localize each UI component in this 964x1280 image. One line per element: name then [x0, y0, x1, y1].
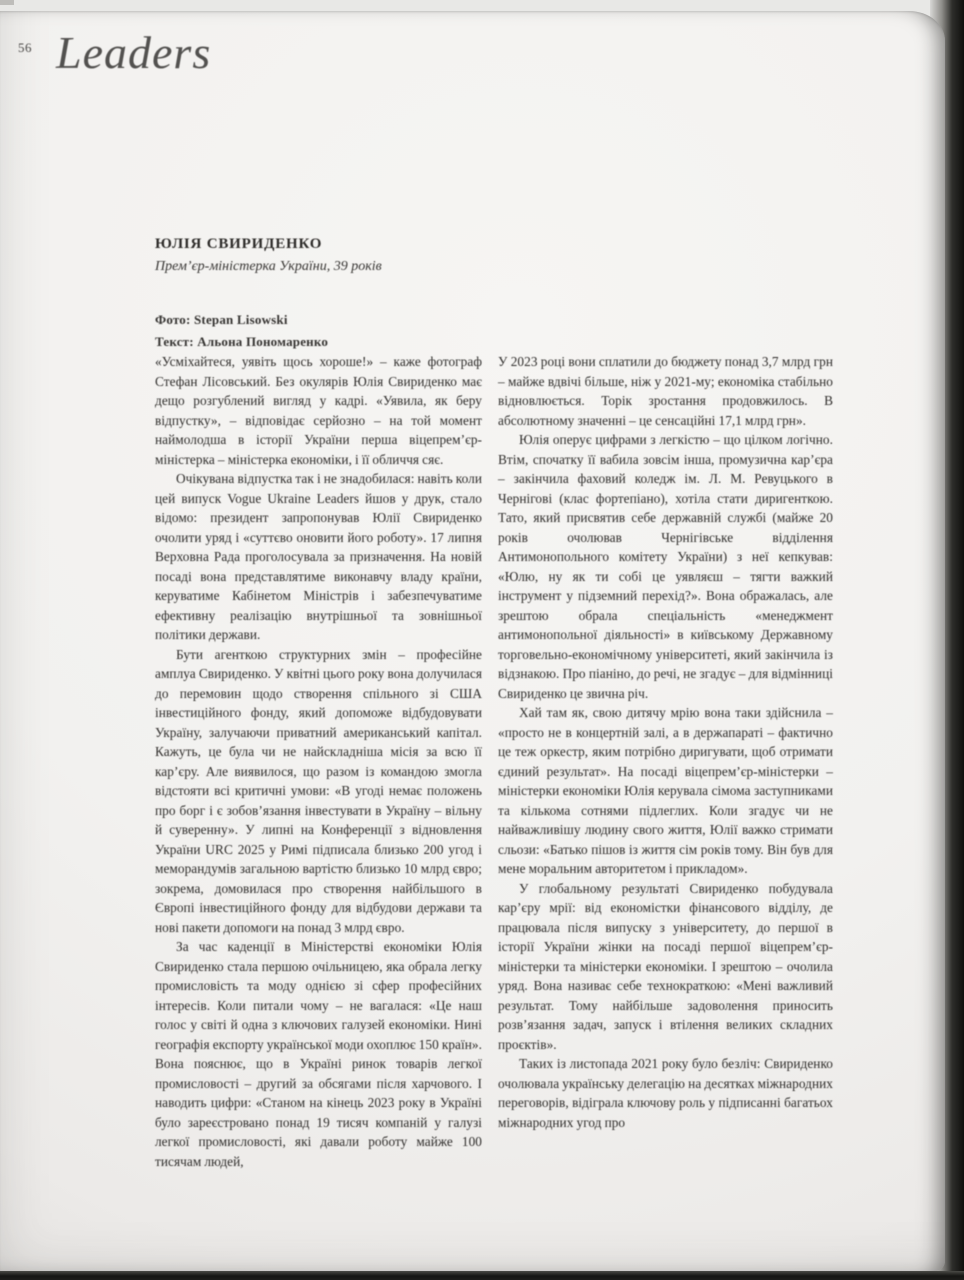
paragraph: Хай там як, свою дитячу мрію вона таки здійснила – «просто не в концертній залі, а в держапараті – фактично це теж оркестр, яким потрібно диригувати, щоб отримати єдиний результат». На посаді віцепрем’єр-міністерки – міністерки економіки Юлія керувала сімома заступниками та кількома сотнями підлеглих. Коли згадує чи не найважливішу людину свого життя, Юлії важко стримати сльози: «Батько пішов із життя сім років тому. Він був для мене моральним авторитетом і прикладом».	[498, 705, 833, 876]
subject-name: ЮЛІЯ СВИРИДЕНКО	[155, 236, 323, 252]
article-column-right	[498, 352, 833, 1132]
paragraph: У глобальному результаті Свириденко побудувала кар’єру мрії: від економістки фінансового відділу, де працювала після випуску з університету, до першої в історії України жінки на посаді першої віцепрем’єр-міністерки та міністерки економіки. І зрештою – очолила уряд. Вона називає себе технократкою: «Мені важливий результат. Тому найбільше задоволення приносить розв’язання задач, запуск і втілення великих складних проєктів».	[498, 880, 833, 1052]
text-credit: Текст: Альона Пономаренко	[155, 334, 329, 349]
paragraph: У 2023 році вони сплатили до бюджету понад 3,7 млрд грн – майже вдвічі більше, ніж у 2021-му; економіка стабільно відновлюється. Торік зростання продовжилось. В абсолютному значенні – це сенсаційні 17,1 млрд грн».	[498, 354, 833, 428]
subject-role: Прем’єр-міністерка України, 39 років	[155, 259, 382, 274]
paragraph: За час каденції в Міністерстві економіки Юлія Свириденко стала першою очільницею, яка обрала легку промисловість та моду однією зі сфер професійних інтересів. Коли питали чому – не вагалася: «Це наш голос у світі й одна з ключових галузей економіки. Нині географія експорту української моди охоплює 150 країн». Вона пояснює, що в Україні ринок товарів легкої промисловості – другий за обсягами після харчового. І наводить цифри: «Станом на кінець 2023 року в Україні було зареєстровано понад 19 тисяч компаній у галузі легкої промисловості, які давали роботу майже 100 тисячам людей,	[155, 939, 482, 1169]
paragraph: Очікувана відпустка так і не знадобилася: навіть коли цей випуск Vogue Ukraine Leaders йшов у друк, стало відомо: президент запропонував Юлії Свириденко очолити уряд і «суттєво оновити його роботу». 17 липня Верховна Рада проголосувала за призначення. На новій посаді вона представлятиме виконавчу владу країни, керуватиме Кабінетом Міністрів і забезпечуватиме ефективну реалізацію внутрішньої та зовнішньої політики держави.	[155, 471, 482, 642]
paragraph: «Усміхайтеся, уявіть щось хороше!» – каже фотограф Стефан Лісовський. Без окулярів Юлія Свириденко має дещо розгублений вигляд у кадрі. «Уявила, як беру відпустку», – відповідає серйозно – на той момент наймолодша в історії України перша віцепрем’єр-міністерка – міністерка економіки, і її обличчя сяє.	[155, 354, 482, 467]
section-title: Leaders	[56, 27, 212, 78]
photo-credit: Фото: Stepan Lisowski	[155, 312, 288, 327]
paragraph: Бути агенткою структурних змін – професійне амплуа Свириденко. У квітні цього року вона долучилася до перемовин щодо створення спільного зі США інвестиційного фонду, який допоможе відбудовувати Україну, залучаючи приватний американський капітал. Кажуть, це була чи не найскладніша місія за всю її кар’єру. Але виявилося, що разом із командою змогла відстояти всі критичні умови: «В угоді немає положень про борг і є зобов’язання інвестувати в Україну – вільну й суверенну». У липні на Конференції з відновлення України URC 2025 у Римі підписала близько 200 угод і меморандумів загальною вартістю близько 10 млрд євро; зокрема, домовилася про створення найбільшого в Європі інвестиційного фонду для відбудови держави та нові пакети допомоги на понад 3 млрд євро.	[155, 646, 482, 935]
paragraph: Таких із листопада 2021 року було безліч: Свириденко очолювала українську делегацію на десятках міжнародних переговорів, відіграла ключову роль у підписанні багатьох міжнародних угод про	[498, 1056, 833, 1130]
paragraph: Юлія оперує цифрами з легкістю – що цілком логічно. Втім, спочатку її вабила зовсім інша, промузична кар’єра – закінчила фаховий коледж ім. Л. М. Ревуцького в Чернігові (клас фортепіано), хотіла стати диригенткою. Тато, який присвятив себе державній службі (майже 20 років очолював Чернігівське відділення Антимонопольного комітету України) з неї кепкував: «Юлю, ну як ти собі це уявляєш – тягти важкий інструмент у підземний перехід?». Вона ображалась, але зрештою обрала спеціальність «менеджмент антимонопольної діяльності» в київському Державному торговельно-економічному університеті, який закінчила із відзнакою. Про піаніно, до речі, не згадує – для відмінниці Свириденко це звична річ.	[498, 432, 833, 701]
credits-block	[155, 309, 382, 353]
page-number: 56	[18, 40, 32, 55]
article-header	[155, 236, 382, 353]
article-column-left	[155, 352, 482, 1171]
